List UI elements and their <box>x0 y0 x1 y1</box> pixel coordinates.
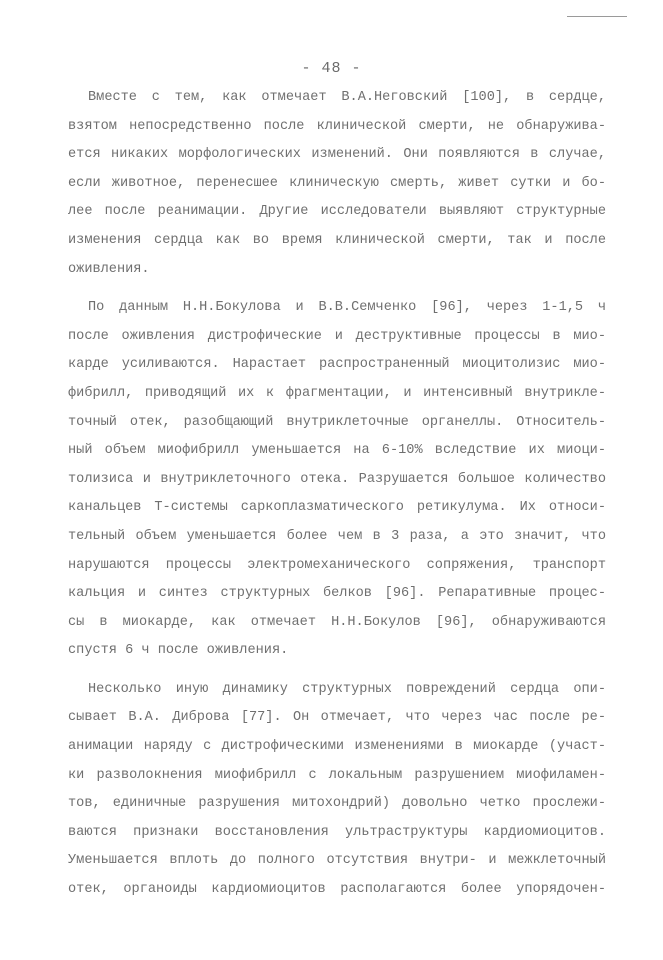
text-line: карде усиливаются. Нарастает распространенный миоцитолизис мио- <box>68 357 606 373</box>
text-line: сывает В.А. Диброва [77]. Он отмечает, что через час после ре- <box>68 710 606 726</box>
text-line: ки разволокнения миофибрилл с локальным разрушением миофиламен- <box>68 767 606 783</box>
text-line: Несколько иную динамику структурных повреждений сердца опи- <box>88 681 606 697</box>
top-rule <box>567 16 627 17</box>
text-line: фибрилл, приводящий их к фрагментации, и интенсивный внутрикле- <box>68 385 606 401</box>
text-line: Уменьшается вплоть до полного отсутствия внутри- и межклеточный <box>68 853 606 869</box>
text-line: ется никаких морфологических изменений. Они появляются в случае, <box>68 147 606 163</box>
text-line: лее после реанимации. Другие исследователи выявляют структурные <box>68 204 606 220</box>
text-line: после оживления дистрофические и деструктивные процессы в мио- <box>68 328 606 344</box>
text-line: взятом непосредственно после клинической смерти, не обнаружива- <box>68 118 606 134</box>
text-line: По данным Н.Н.Бокулова и В.В.Семченко [96], через 1-1,5 ч <box>88 300 606 316</box>
text-line: сы в миокарде, как отмечает Н.Н.Бокулов [96], обнаруживаются <box>68 614 606 630</box>
text-line: канальцев Т-системы саркоплазматического ретикулума. Их относи- <box>68 500 606 516</box>
text-line: точный отек, разобщающий внутриклеточные органеллы. Относитель- <box>68 414 606 430</box>
text-line: если животное, перенесшее клиническую смерть, живет сутки и бо- <box>68 175 606 191</box>
text-line: ный объем миофибрилл уменьшается на 6-10% вследствие их миоци- <box>68 443 606 459</box>
text-line: кальция и синтез структурных белков [96]. Репаративные процес- <box>68 586 606 602</box>
text-line: тельный объем уменьшается более чем в 3 раза, а это значит, что <box>68 528 606 544</box>
text-line: спустя 6 ч после оживления. <box>68 643 289 659</box>
text-line: нарушаются процессы электромеханического сопряжения, транспорт <box>68 557 606 573</box>
text-line: толизиса и внутриклеточного отека. Разрушается большое количество <box>68 471 606 487</box>
page-number: - 48 - <box>301 60 362 77</box>
text-line: Вместе с тем, как отмечает В.А.Неговский [100], в сердце, <box>88 90 606 105</box>
text-line: отек, органоиды кардиомиоцитов располагаются более упорядочен- <box>68 882 606 898</box>
text-line: изменения сердца как во время клинической смерти, так и после <box>68 232 606 248</box>
text-line: анимации наряду с дистрофическими изменениями в миокарде (участ- <box>68 739 606 755</box>
text-line: тов, единичные разрушения митохондрий) довольно четко прослежи- <box>68 796 606 812</box>
text-line: ваются признаки восстановления ультраструктуры кардиомиоцитов. <box>68 824 606 840</box>
document-body <box>68 84 606 905</box>
text-line: оживления. <box>68 261 150 277</box>
